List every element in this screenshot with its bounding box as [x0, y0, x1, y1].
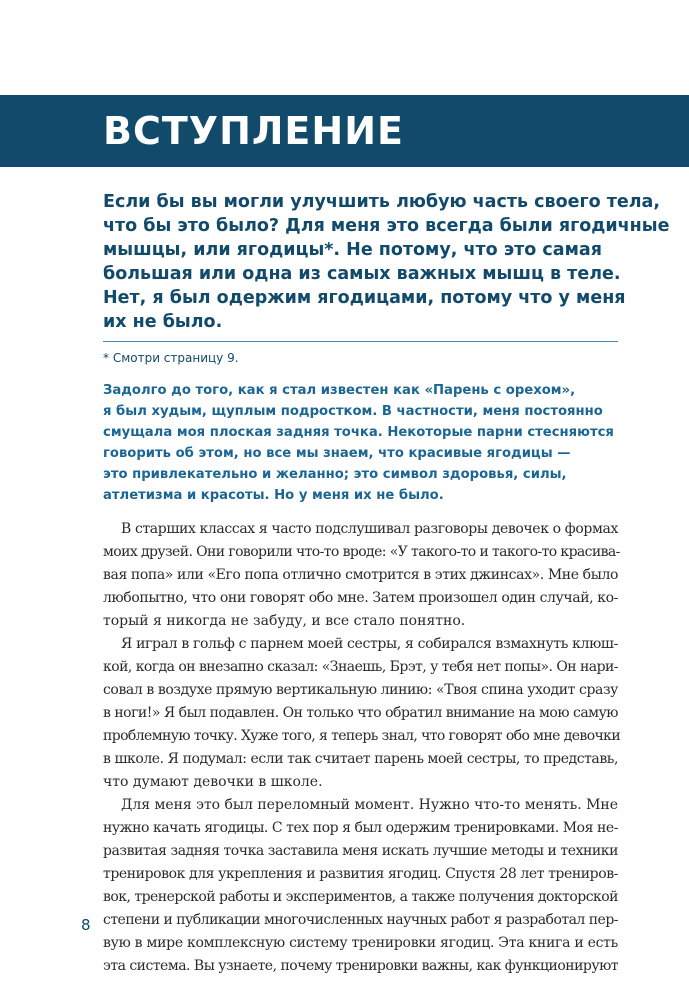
intro-line: смущала моя плоская задняя точка. Некоторые парни стесняются: [103, 425, 614, 440]
body-line: нужно качать ягодицы. С тех пор я был одержим тренировками. Моя не-: [103, 820, 618, 836]
body-line: что думают девочки в школе.: [103, 774, 323, 790]
lead-line: мышцы, или ягодицы*. Не потому, что это самая: [103, 240, 602, 260]
body-line: Для меня это был переломный момент. Нужно что-то менять. Мне: [121, 797, 618, 813]
intro-line: атлетизма и красоты. Но у меня их не было.: [103, 488, 444, 503]
body-line: степени и публикации многочисленных научных работ я разработал пер-: [103, 912, 618, 928]
chapter-title: ВСТУПЛЕНИЕ: [103, 109, 404, 153]
body-line: Я играл в гольф с парнем моей сестры, я собирался взмахнуть клюш-: [121, 636, 618, 652]
divider-line: [103, 341, 618, 342]
body-line: вая попа» или «Его попа отлично смотрится в этих джинсах». Мне было: [103, 567, 618, 583]
lead-paragraph: [103, 190, 670, 334]
lead-line: Нет, я был одержим ягодицами, потому что у меня: [103, 288, 626, 308]
body-line: торый я никогда не забуду, и все стало понятно.: [103, 613, 466, 629]
body-line: в школе. Я подумал: если так считает парень моей сестры, то представь,: [103, 751, 618, 767]
intro-paragraph: [103, 380, 618, 506]
body-line: эта система. Вы узнаете, почему тренировки важны, как функционируют: [103, 958, 618, 974]
body-line: тренировок для укрепления и развития ягодиц. Спустя 28 лет трениров-: [103, 866, 618, 882]
intro-line: я был худым, щуплым подростком. В частности, меня постоянно: [103, 404, 603, 419]
body-line: любопытно, что они говорят обо мне. Затем произошел один случай, ко-: [103, 590, 618, 606]
page-number: 8: [81, 916, 91, 934]
body-line: в ноги!» Я был подавлен. Он только что обратил внимание на мою самую: [103, 705, 618, 721]
body-line: проблемную точку. Хуже того, я теперь знал, что говорят обо мне девочки: [103, 728, 621, 744]
footnote: * Смотри страницу 9.: [103, 351, 239, 365]
body-line: моих друзей. Они говорили что-то вроде: «У такого-то и такого-то красива-: [103, 544, 620, 560]
body-line: В старших классах я часто подслушивал разговоры девочек о формах: [121, 521, 618, 537]
body-line: совал в воздухе прямую вертикальную линию: «Твоя спина уходит сразу: [103, 682, 618, 698]
body-line: вую в мире комплексную систему тренировки ягодиц. Эта книга и есть: [103, 935, 619, 951]
lead-line: что бы это было? Для меня это всегда были ягодичные: [103, 216, 670, 236]
lead-line: их не было.: [103, 312, 223, 332]
body-text: [103, 518, 621, 978]
body-line: вок, тренерской работы и экспериментов, а также получения докторской: [103, 889, 618, 905]
intro-line: Задолго до того, как я стал известен как «Парень с орехом»,: [103, 383, 576, 398]
body-line: развитая задняя точка заставила меня искать лучшие методы и техники: [103, 843, 618, 859]
chapter-banner: [0, 95, 689, 167]
intro-line: это привлекательно и желанно; это символ здоровья, силы,: [103, 467, 567, 482]
lead-line: большая или одна из самых важных мышц в теле.: [103, 264, 621, 284]
body-line: кой, когда он внезапно сказал: «Знаешь, Брэт, у тебя нет попы». Он нари-: [103, 659, 618, 675]
lead-line: Если бы вы могли улучшить любую часть своего тела,: [103, 192, 661, 212]
intro-line: говорить об этом, но все мы знаем, что красивые ягодицы —: [103, 446, 571, 461]
